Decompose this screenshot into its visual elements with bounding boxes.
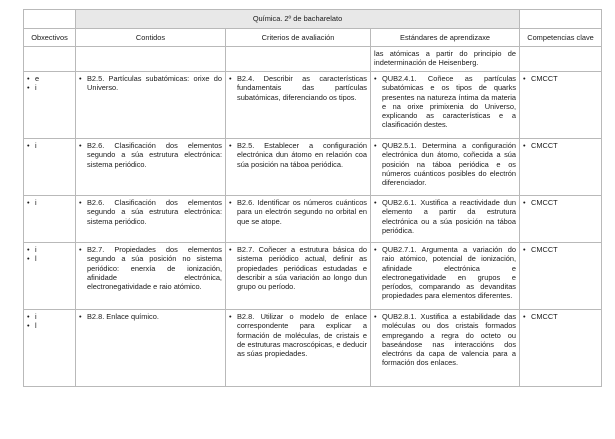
cell-estandar [371, 243, 520, 310]
cell-obxectivos [24, 310, 76, 387]
cell-contido [76, 47, 226, 72]
cell-criterio [226, 47, 371, 72]
table-title: Química. 2º de bacharelato [76, 10, 520, 29]
cell-contido [76, 196, 226, 243]
cell-competencia [520, 47, 602, 72]
bullet-icon: • [374, 245, 377, 254]
bullet-icon: • [229, 312, 232, 321]
table-row [24, 47, 602, 72]
obxectivo-item [27, 198, 72, 207]
contido-text: B2.7. Propiedades dos elementos segundo a súa posición no sistema periódico: enerxía de ionización, afinidade electrónica, electronegatividade e raio atómico. [87, 245, 222, 292]
cell-competencia [520, 310, 602, 387]
bullet-icon: • [27, 312, 30, 321]
table-row [24, 196, 602, 243]
obxectivo-label: l [35, 321, 37, 331]
cell-estandar [371, 196, 520, 243]
cell-competencia [520, 243, 602, 310]
cell-obxectivos [24, 139, 76, 196]
bullet-icon: • [229, 245, 232, 254]
cell-competencia [520, 139, 602, 196]
cell-contido [76, 139, 226, 196]
bullet-icon: • [523, 198, 526, 207]
criterio-text: B2.4. Describir as características fundamentais das partículas subatómicas, diferenciando os tipos. [237, 74, 367, 102]
cell-contido [76, 243, 226, 310]
cell-estandar [371, 139, 520, 196]
cell-obxectivos [24, 196, 76, 243]
bullet-icon: • [374, 141, 377, 150]
bullet-icon: • [523, 141, 526, 150]
obxectivo-label: i [35, 83, 37, 93]
bullet-icon: • [79, 245, 82, 254]
obxectivo-item [27, 74, 72, 83]
table-row [24, 72, 602, 139]
estandar-text: QUB2.5.1. Determina a configuración electrónica dun átomo, coñecida a súa posición na táboa periódica e os números cuánticos posibles do electrón diferenciador. [382, 141, 517, 188]
table-row [24, 243, 602, 310]
bullet-icon: • [27, 74, 30, 83]
bullet-icon: • [79, 141, 82, 150]
bullet-icon: • [523, 74, 526, 83]
obxectivo-label: i [35, 312, 37, 321]
criterio-text: B2.8. Utilizar o modelo de enlace correspondente para explicar a formación de moléculas, de cristais e de estruturas macroscópicas, e deducir as súas propiedades. [237, 312, 367, 359]
table-header-row [24, 29, 602, 47]
bullet-icon: • [27, 321, 30, 331]
bullet-icon: • [229, 198, 232, 207]
obxectivo-label: e [35, 74, 40, 83]
cell-criterio [226, 139, 371, 196]
obxectivo-label: i [35, 141, 37, 150]
table-title-row [24, 10, 602, 29]
contido-text: B2.6. Clasificación dos elementos segundo a súa estrutura electrónica: sistema periódico. [87, 198, 222, 226]
bullet-icon: • [27, 141, 30, 150]
bullet-icon: • [27, 83, 30, 93]
bullet-icon: • [374, 198, 377, 207]
obxectivo-item [27, 312, 72, 321]
cell-criterio [226, 243, 371, 310]
bullet-icon: • [229, 141, 232, 150]
bullet-icon: • [523, 245, 526, 254]
bullet-icon: • [27, 198, 30, 207]
cell-estandar-continuation: las atómicas a partir do principio de indeterminación de Heisenberg. [371, 47, 520, 72]
competencia-text: CMCCT [531, 245, 558, 254]
criterio-text: B2.5. Establecer a configuración electrónica dun átomo en relación coa súa posición na táboa periódica. [237, 141, 367, 169]
curriculum-table [23, 9, 602, 387]
estandar-text: QUB2.8.1. Xustifica a estabilidade das moléculas ou dos cristais formados empregando a regra do octeto ou baseándose nas interaccións dos electróns da capa de valencia para a formación dos enlaces. [382, 312, 517, 368]
estandar-text: QUB2.6.1. Xustifica a reactividade dun elemento a partir da estrutura electrónica ou a súa posición na táboa periódica. [382, 198, 517, 235]
bullet-icon: • [79, 198, 82, 207]
competencia-text: CMCCT [531, 141, 558, 150]
obxectivo-label: i [35, 245, 37, 254]
bullet-icon: • [374, 74, 377, 83]
estandar-text: QUB2.7.1. Argumenta a variación do raio atómico, potencial de ionización, afinidade electrónica e electronegatividade en grupos e períodos, comparando as devanditas propiedades para elementos diferentes. [382, 245, 517, 301]
cell-estandar [371, 310, 520, 387]
cell-obxectivos [24, 47, 76, 72]
obxectivo-label: i [35, 198, 37, 207]
table-row [24, 310, 602, 387]
cell-criterio [226, 310, 371, 387]
cell-competencia [520, 196, 602, 243]
bullet-icon: • [27, 245, 30, 254]
cell-criterio [226, 72, 371, 139]
header-competencias: Competencias clave [520, 29, 602, 47]
bullet-icon: • [79, 74, 82, 83]
bullet-icon: • [523, 312, 526, 321]
competencia-text: CMCCT [531, 74, 558, 83]
cell-estandar [371, 72, 520, 139]
criterio-text: B2.6. Identificar os números cuánticos para un electrón segundo no orbital en que se atope. [237, 198, 367, 226]
bullet-icon: • [79, 312, 82, 321]
header-contidos: Contidos [76, 29, 226, 47]
contido-text: B2.6. Clasificación dos elementos segundo a súa estrutura electrónica: sistema periódico. [87, 141, 222, 169]
cell-obxectivos [24, 72, 76, 139]
header-estandares: Estándares de aprendizaxe [371, 29, 520, 47]
table-row [24, 139, 602, 196]
obxectivo-item [27, 83, 72, 92]
criterio-text: B2.7. Coñecer a estrutura básica do sistema periódico actual, definir as propiedades periódicas estudadas e describir a súa variación ao longo dun grupo ou período. [237, 245, 367, 292]
title-blank-cell [520, 10, 602, 29]
obxectivo-item [27, 254, 72, 263]
header-obxectivos: Obxectivos [24, 29, 76, 47]
competencia-text: CMCCT [531, 312, 558, 321]
title-blank-cell [24, 10, 76, 29]
contido-text: B2.5. Partículas subatómicas: orixe do Universo. [87, 74, 222, 93]
bullet-icon: • [27, 254, 30, 264]
competencia-text: CMCCT [531, 198, 558, 207]
cell-contido [76, 310, 226, 387]
bullet-icon: • [374, 312, 377, 321]
obxectivo-item [27, 141, 72, 150]
cell-competencia [520, 72, 602, 139]
cell-criterio [226, 196, 371, 243]
estandar-text: QUB2.4.1. Coñece as partículas subatómicas e os tipos de quarks presentes na natureza íntima da materia e na orixe primixenia do Universo, explicando as características e a clasificación destes. [382, 74, 517, 130]
obxectivo-label: l [35, 254, 37, 264]
obxectivo-item [27, 245, 72, 254]
header-criterios: Criterios de avaliación [226, 29, 371, 47]
contido-text: B2.8. Enlace químico. [87, 312, 159, 321]
cell-obxectivos [24, 243, 76, 310]
bullet-icon: • [229, 74, 232, 83]
cell-contido [76, 72, 226, 139]
obxectivo-item [27, 321, 72, 330]
